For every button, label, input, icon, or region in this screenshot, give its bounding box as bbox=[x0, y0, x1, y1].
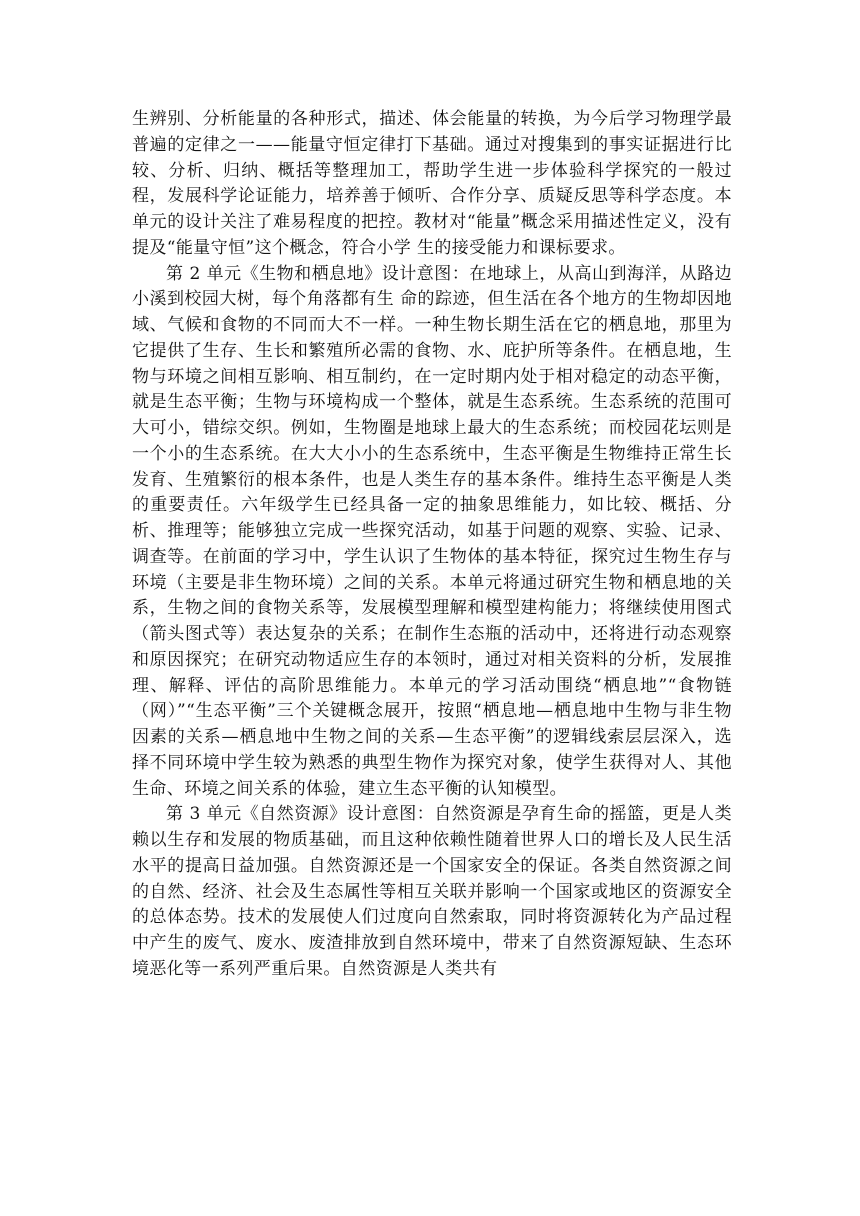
paragraph-unit-2-habitats: 第 2 单元《生物和栖息地》设计意图：在地球上，从高山到海洋，从路边小溪到校园大树，每个角落都有生 命的踪迹，但生活在各个地方的生物却因地域、气候和食物的不同而大不一样。一种生物长期生活在它的栖息地，那里为它提供了生存、生长和繁殖所必需的食物、水、庇护所等条件。在栖息地，生物与环境之间相互影响、相互制约，在一定时期内处于相对稳定的动态平衡，就是生态平衡；生物与环境构成一个整体，就是生态系统。生态系统的范围可大可小，错综交织。例如，生物圈是地球上最大的生态系统；而校园花坛则是一个小的生态系统。在大大小小的生态系统中，生态平衡是生物维持正常生长发育、生殖繁衍的根本条件，也是人类生存的基本条件。维持生态平衡是人类的重要责任。六年级学生已经具备一定的抽象思维能力，如比较、概括、分析、推理等；能够独立完成一些探究活动，如基于问题的观察、实验、记录、调查等。在前面的学习中，学生认识了生物体的基本特征，探究过生物生存与环境（主要是非生物环境）之间的关系。本单元将通过研究生物和栖息地的关系，生物之间的食物关系等，发展模型理解和模型建构能力；将继续使用图式（箭头图式等）表达复杂的关系；在制作生态瓶的活动中，还将进行动态观察和原因探究；在研究动物适应生存的本领时，通过对相关资料的分析，发展推理、解释、评估的高阶思维能力。本单元的学习活动围绕“栖息地”“食物链（网）”“生态平衡”三个关键概念展开，按照“栖息地—栖息地中生物与非生物因素的关系—栖息地中生物之间的关系—生态平衡”的逻辑线索层层深入，选择不同环境中学生较为熟悉的典型生物作为探究对象，使学生获得对人、其他生命、环境之间关系的体验，建立生态平衡的认知模型。 bbox=[132, 263, 732, 799]
paragraph-energy-unit-continued: 生辨别、分析能量的各种形式，描述、体会能量的转换，为今后学习物理学最普遍的定律之一——能量守恒定律打下基础。通过对搜集到的事实证据进行比较、分析、归纳、概括等整理加工，帮助学生进一步体验科学探究的一般过程，发展科学论证能力，培养善于倾听、合作分享、质疑反思等科学态度。本单元的设计关注了难易程度的把控。教材对“能量”概念采用描述性定义，没有提及“能量守恒”这个概念，符合小学 生的接受能力和课标要求。 bbox=[132, 109, 732, 258]
document-body bbox=[132, 107, 732, 983]
paragraph-unit-3-natural-resources: 第 3 单元《自然资源》设计意图：自然资源是孕育生命的摇篮，更是人类赖以生存和发展的物质基础，而且这种依赖性随着世界人口的增长及人民生活水平的提高日益加强。自然资源还是一个国家安全的保证。各类自然资源之间的自然、经济、社会及生态属性等相互关联并影响一个国家或地区的资源安全的总体态势。技术的发展使人们过度向自然索取，同时将资源转化为产品过程中产生的废气、废水、废渣排放到自然环境中，带来了自然资源短缺、生态环境恶化等一系列严重后果。自然资源是人类共有 bbox=[132, 804, 732, 979]
